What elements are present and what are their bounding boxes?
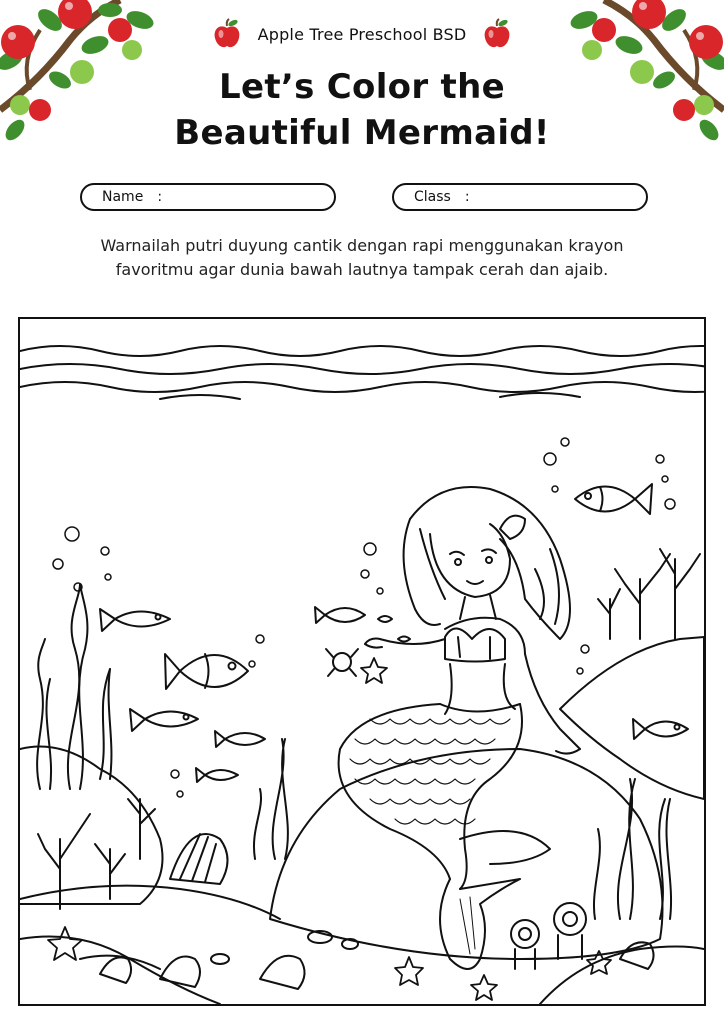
seaweed-middle [254,739,288,859]
mermaid-coloring-illustration [20,319,704,1004]
waves [20,346,704,399]
coloring-frame [18,317,706,1006]
bubbles [53,438,675,797]
rocks [20,637,704,959]
name-separator: : [157,189,163,205]
name-label: Name [102,189,144,205]
instruction-text [60,234,664,282]
class-separator: : [464,189,470,205]
coral-right [598,549,700,639]
fishes [100,484,688,782]
apple-icon [482,18,512,50]
title-line-2: Beautiful Mermaid! [174,113,550,153]
apple-icon [212,18,242,50]
mermaid [339,487,580,969]
name-field[interactable] [80,183,336,211]
school-name: Apple Tree Preschool BSD [257,24,467,44]
instruction-line-1: Warnailah putri duyung cantik dengan rapi menggunakan krayon [100,236,624,255]
seaweed-right [594,779,671,919]
title-line-1: Let’s Color the [219,67,505,107]
class-field[interactable] [392,183,648,211]
school-header [0,18,724,50]
page-title [0,64,724,156]
class-label: Class [414,189,451,205]
instruction-line-2: favoritmu agar dunia bawah lautnya tampak cerah dan ajaib. [115,260,609,279]
